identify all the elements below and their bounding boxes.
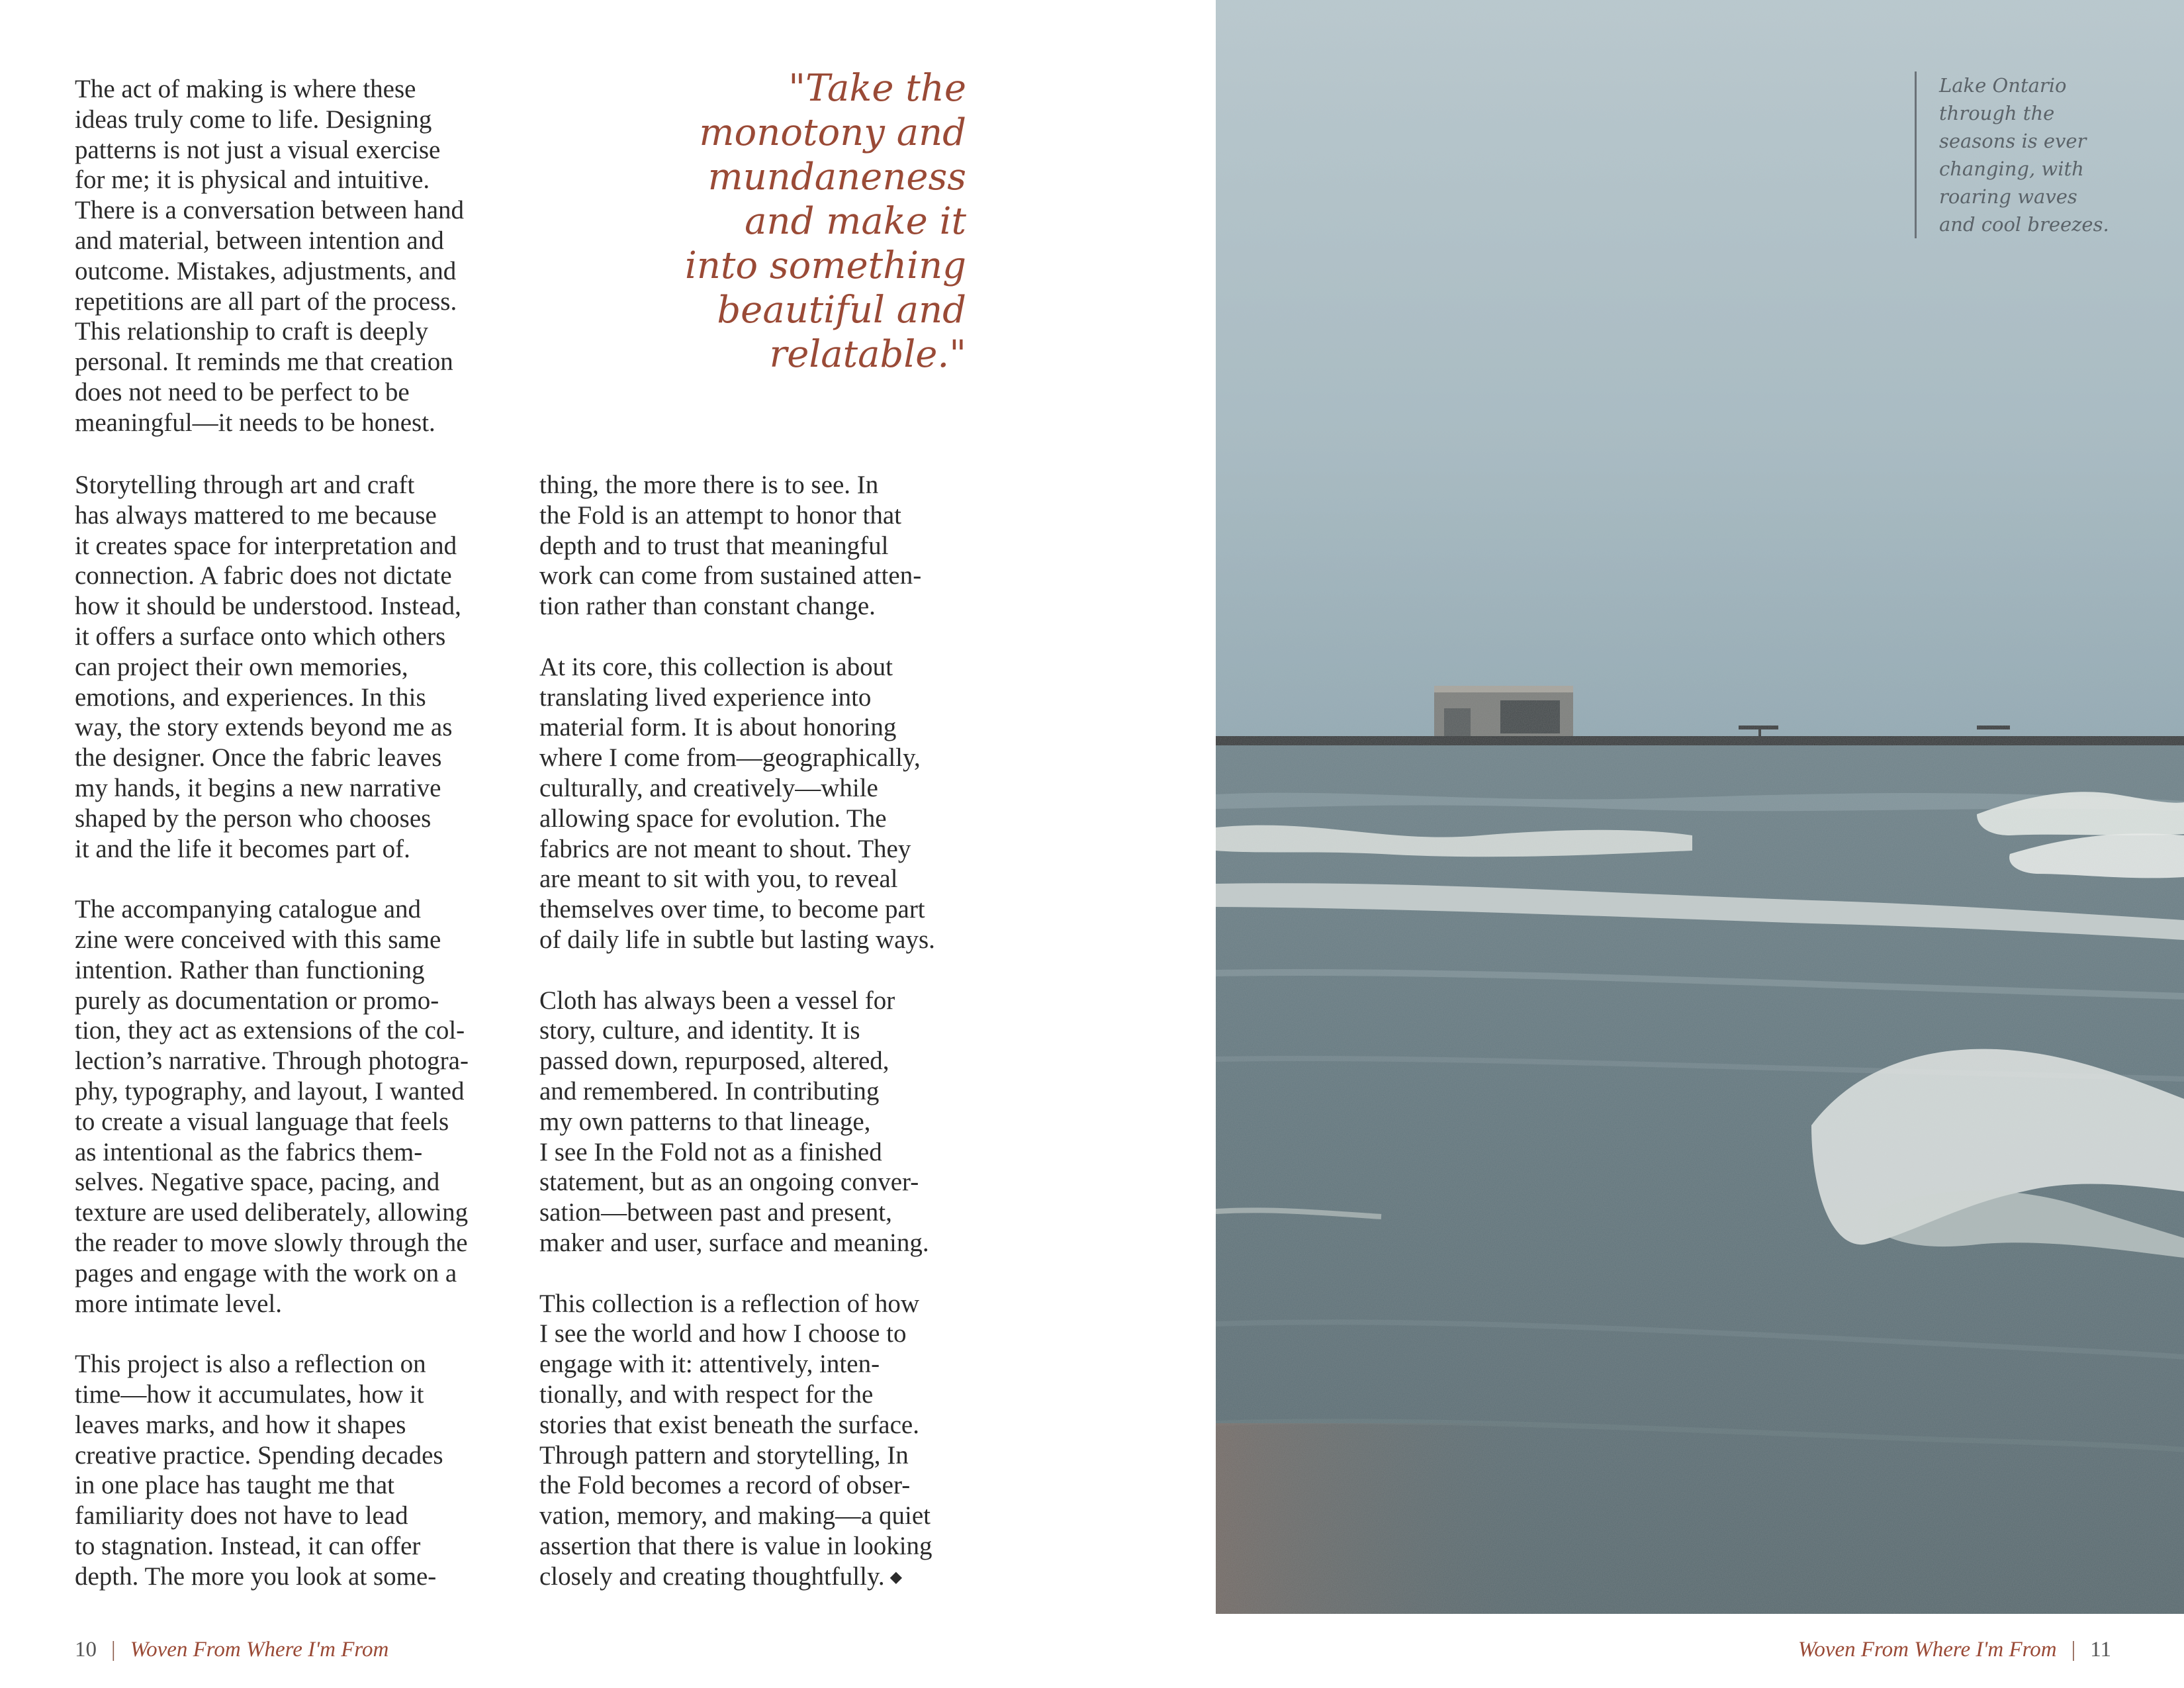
paragraph-reflection — [539, 1289, 976, 1593]
running-title-left: Woven From Where I'm From — [130, 1638, 389, 1662]
paragraph-core: At its core, this collection is about translating lived experience into material form. It is about honoring where I come from—geographically, culturally, and creatively—while allowing space for evolution. The fabrics are not meant to shout. They are meant to sit with you, to reveal themselves over time, to become part of daily life in subtle but lasting ways. — [539, 652, 935, 954]
body-column-left-top — [75, 74, 512, 438]
paragraph-making: The act of making is where these ideas truly come to life. Designing patterns is not just a visual exercise for me; it is physical and intuitive. There is a conversation between hand and material, between intention and outcome. Mistakes, adjustments, and repetitions are all part of the process. This relationship to craft is deeply personal. It reminds me that creation does not need to be perfect to be meaningful—it needs to be honest. — [75, 75, 465, 437]
end-mark-icon: ◆ — [889, 1568, 903, 1586]
footer-separator: | — [2071, 1638, 2076, 1662]
footer-separator: | — [111, 1638, 116, 1662]
photo-caption: Lake Ontario through the seasons is ever changing, with roaring waves and cool breezes. — [1915, 71, 2124, 238]
body-column-left — [75, 470, 512, 1591]
footer-left — [75, 1638, 388, 1662]
pull-quote: "Take the monotony and mundaneness and make it into something beautiful and relatable." — [684, 67, 966, 376]
footer-right — [1798, 1638, 2111, 1662]
paragraph-storytelling: Storytelling through art and craft has always mattered to me because it creates space for interpretation and connection. A fabric does not dictate how it should be understood. Instead, it offers a surface onto which others can project their own memories, emotions, and experiences. In this way, the story extends beyond me as the designer. Once the fabric leaves my hands, it begins a new narrative shaped by the person who chooses it and the life it becomes part of. — [75, 471, 461, 863]
body-column-right — [539, 470, 976, 1593]
paragraph-cloth: Cloth has always been a vessel for story, culture, and identity. It is passed down, repurposed, altered, and remembered. In contributing my own patterns to that lineage, I see In the Fold not as a finished statement, but as an ongoing conver- sation—between past and present, maker and user, surface and meaning. — [539, 986, 929, 1257]
paragraph-time: This project is also a reflection on time—how it accumulates, how it leaves marks, and how it shapes creative practice. Spending decades in one place has taught me that familiarity does not have to lead to stagnation. Instead, it can offer depth. The more you look at some- — [75, 1350, 443, 1591]
lake-photo-illustration — [1216, 0, 2184, 1614]
page-number-right: 11 — [2090, 1638, 2111, 1662]
running-title-right: Woven From Where I'm From — [1797, 1638, 2057, 1662]
paragraph-catalogue: The accompanying catalogue and zine were conceived with this same intention. Rather than functioning purely as documentation or promo- tion, they act as extensions of the col- lection’s narrative. Through photogra- phy, typography, and layout, I wanted to create a visual language that feels as intentional as the fabrics them- selves. Negative space, pacing, and texture are used deliberately, allowing the reader to move slowly through the pages and engage with the work on a more intimate level. — [75, 895, 469, 1318]
paragraph-depth: thing, the more there is to see. In the Fold is an attempt to honor that depth and to trust that meaningful work can come from sustained atten- tion rather than constant change. — [539, 471, 922, 621]
page-number-left: 10 — [75, 1638, 97, 1662]
paragraph-reflection-text: This collection is a reflection of how I see the world and how I choose to engage with it: attentively, inten- tionally, and with respect for the stories that exist beneath the surface. Through pattern and storytelling, In the Fold becomes a record of obser- vation, memory, and making—a quiet assertion that there is value in looking closely and creating thoughtfully. — [539, 1289, 933, 1591]
lake-photo — [1216, 0, 2184, 1614]
